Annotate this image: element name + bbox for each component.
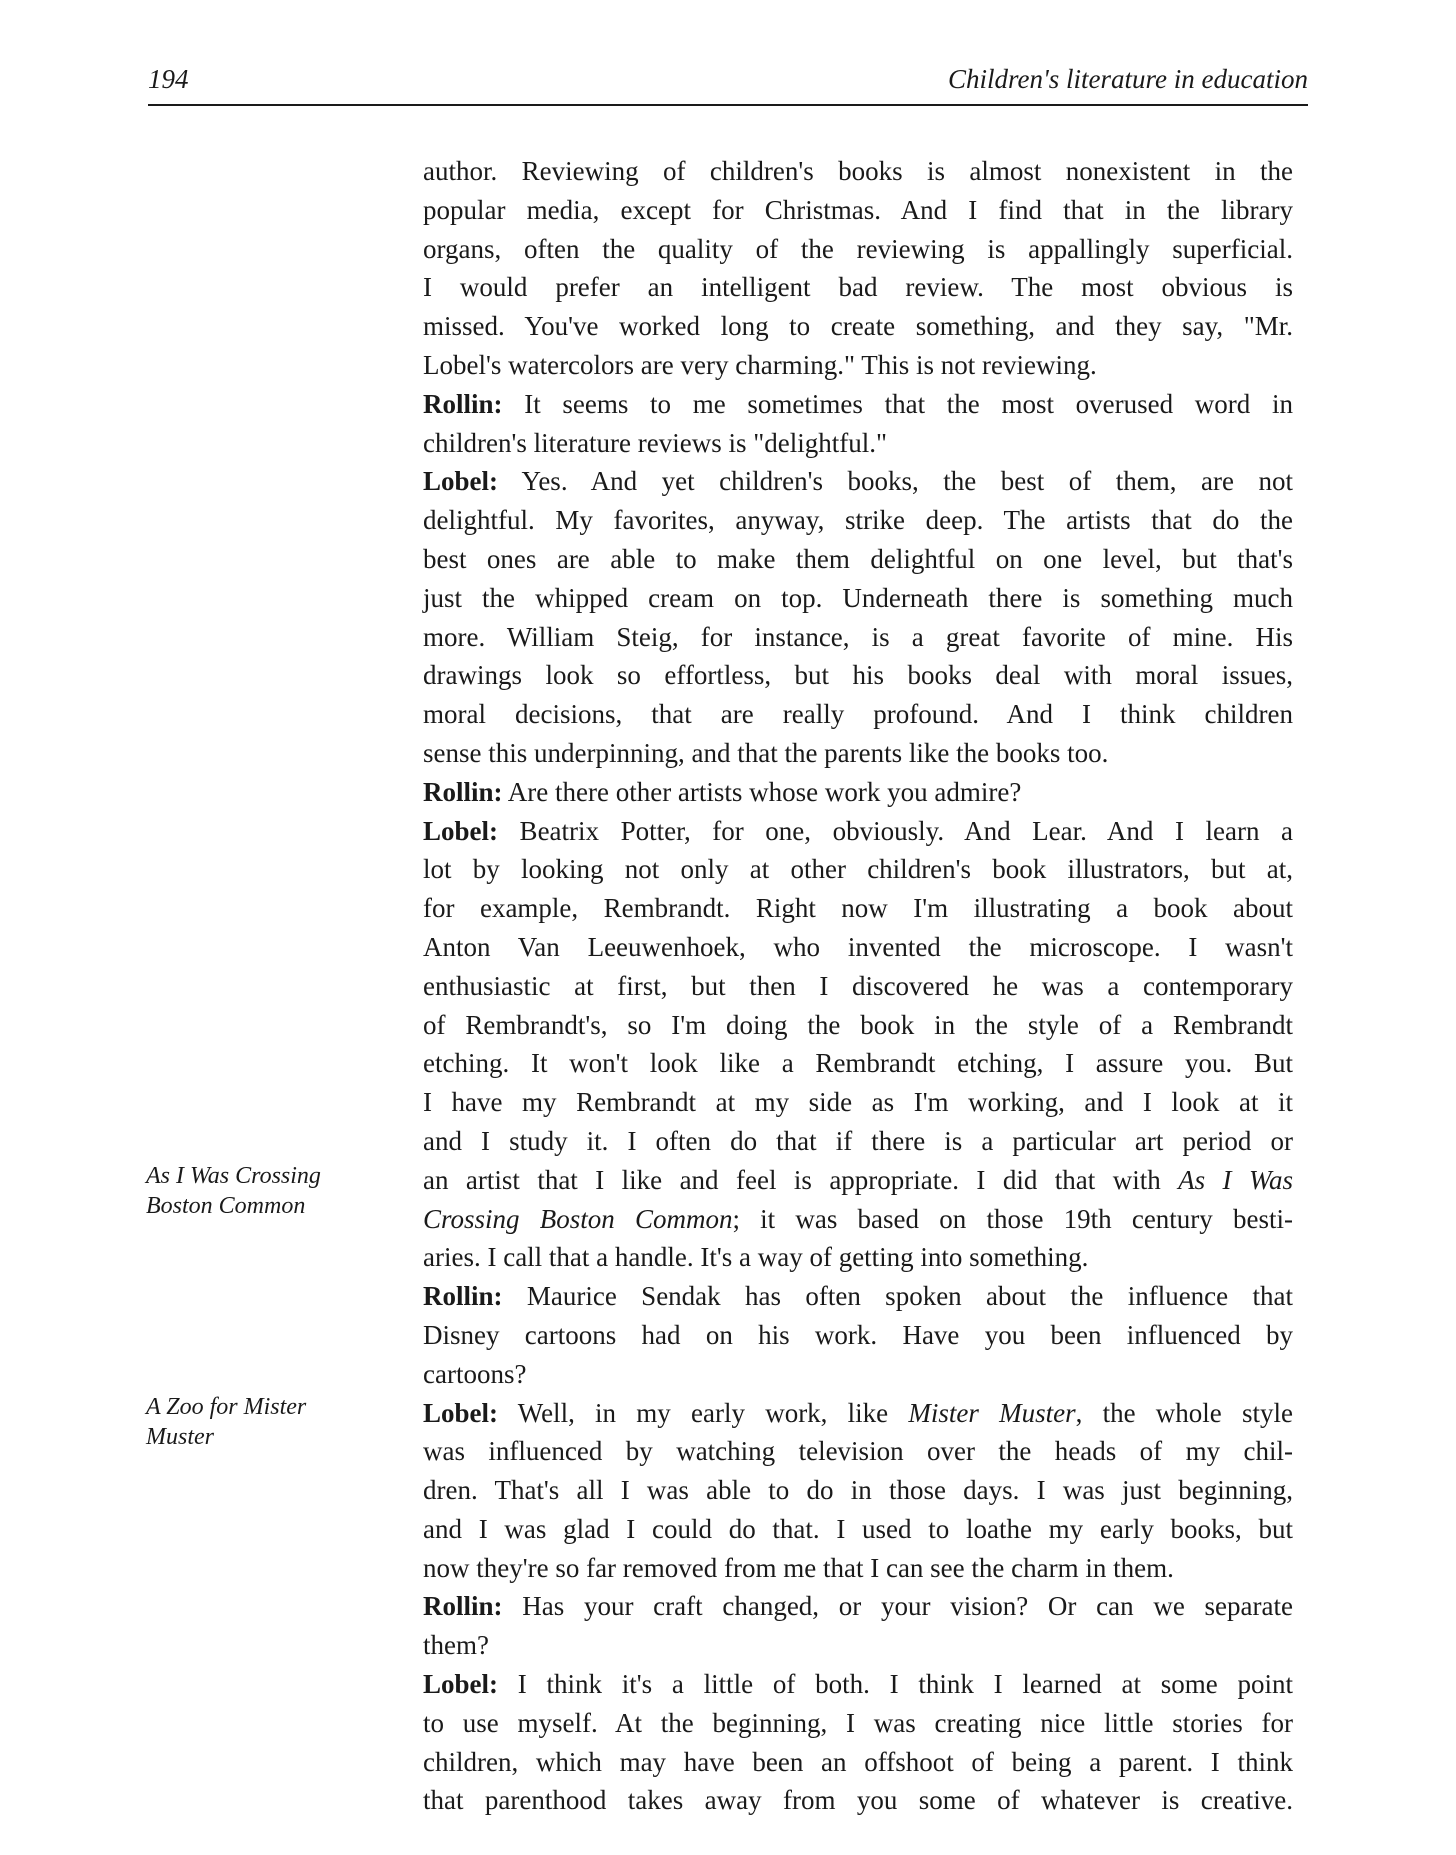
text-line: Anton Van Leeuwenhoek, who invented the microscope. I wasn't <box>423 931 1293 962</box>
text-line: missed. You've worked long to create something, and they say, "Mr. <box>423 311 1293 342</box>
text-span: Well, in my early work, like <box>498 1397 909 1428</box>
text-line: enthusiastic at first, but then I discovered he was a contemporary <box>423 970 1293 1001</box>
text-line: children's literature reviews is "delightful." <box>423 427 888 458</box>
text-line: popular media, except for Christmas. And I find that in the library <box>423 194 1293 225</box>
speaker-lobel: Lobel: <box>423 1397 499 1428</box>
text-line: dren. That's all I was able to do in those days. I was just beginning, <box>423 1475 1293 1506</box>
text-line <box>423 1665 1293 1704</box>
text-line: cartoons? <box>423 1358 527 1389</box>
text-line <box>423 1200 1293 1239</box>
text-line: I have my Rembrandt at my side as I'm working, and I look at it <box>423 1087 1293 1118</box>
speaker-rollin: Rollin: <box>423 1281 503 1312</box>
page-header <box>148 58 1308 106</box>
margin-note-mister-muster <box>146 1392 376 1452</box>
text-span: Yes. And yet children's books, the best of them, are not <box>498 466 1293 497</box>
text-line: aries. I call that a handle. It's a way of getting into something. <box>423 1242 1089 1273</box>
margin-note-line: Muster <box>146 1424 214 1450</box>
text-line: best ones are able to make them delightful on one level, but that's <box>423 543 1293 574</box>
text-span: It seems to me sometimes that the most overused word in <box>502 388 1293 419</box>
text-line: drawings look so effortless, but his books deal with moral issues, <box>423 660 1293 691</box>
text-line: and I was glad I could do that. I used to loathe my early books, but <box>423 1513 1293 1544</box>
paragraph-rollin <box>423 1587 1293 1665</box>
paragraph-rollin <box>423 385 1293 463</box>
text-line: etching. It won't look like a Rembrandt etching, I assure you. But <box>423 1048 1293 1079</box>
text-span: Beatrix Potter, for one, obviously. And Lear. And I learn a <box>498 815 1293 846</box>
text-line <box>423 1277 1293 1316</box>
paragraph-lobel <box>423 462 1293 772</box>
text-line: that parenthood takes away from you some of whatever is creative. <box>423 1785 1293 1816</box>
paragraph <box>423 152 1293 385</box>
text-line: of Rembrandt's, so I'm doing the book in the style of a Rembrandt <box>423 1009 1293 1040</box>
text-line: delightful. My favorites, anyway, strike deep. The artists that do the <box>423 505 1293 536</box>
speaker-lobel: Lobel: <box>423 1669 499 1700</box>
text-line <box>423 812 1293 851</box>
text-span: ; it was based on those 19th century besti- <box>732 1203 1293 1234</box>
text-span: I think it's a little of both. I think I learned at some point <box>498 1669 1293 1700</box>
running-head: Children's literature in education <box>948 64 1308 94</box>
paragraph-lobel <box>423 812 1293 1278</box>
text-line: children, which may have been an offshoot of being a parent. I think <box>423 1746 1293 1777</box>
text-line: them? <box>423 1630 489 1661</box>
book-title: Mister Muster <box>908 1397 1076 1428</box>
text-line <box>423 773 1293 812</box>
text-span: , the whole style <box>1075 1397 1294 1428</box>
interview-body <box>423 152 1293 1820</box>
speaker-lobel: Lobel: <box>423 466 499 497</box>
margin-note-line: As I Was Crossing <box>146 1163 321 1189</box>
book-title: Crossing Boston Common <box>423 1203 733 1234</box>
text-span: Maurice Sendak has often spoken about the influence that <box>502 1281 1293 1312</box>
book-title: As I Was <box>1178 1164 1293 1195</box>
text-line: Lobel's watercolors are very charming." This is not reviewing. <box>423 349 1097 380</box>
text-span: an artist that I like and feel is appropriate. I did that with <box>423 1164 1179 1195</box>
text-span: Has your craft changed, or your vision? Or can we separate <box>502 1591 1293 1622</box>
speaker-rollin: Rollin: <box>423 776 503 807</box>
text-line: I would prefer an intelligent bad review. The most obvious is <box>423 272 1293 303</box>
paragraph-lobel <box>423 1394 1293 1588</box>
text-line: to use myself. At the beginning, I was creating nice little stories for <box>423 1707 1293 1738</box>
text-line: more. William Steig, for instance, is a great favorite of mine. His <box>423 621 1293 652</box>
text-line: was influenced by watching television over the heads of my chil- <box>423 1436 1293 1467</box>
text-line: lot by looking not only at other children's book illustrators, but at, <box>423 854 1293 885</box>
paragraph-rollin <box>423 773 1293 812</box>
paragraph-lobel <box>423 1665 1293 1820</box>
margin-note-line: Boston Common <box>146 1193 306 1219</box>
text-line: moral decisions, that are really profound. And I think children <box>423 699 1293 730</box>
speaker-lobel: Lobel: <box>423 815 499 846</box>
text-line: for example, Rembrandt. Right now I'm illustrating a book about <box>423 893 1293 924</box>
speaker-rollin: Rollin: <box>423 1591 503 1622</box>
text-line <box>423 1587 1293 1626</box>
text-line <box>423 1394 1293 1433</box>
text-line <box>423 462 1293 501</box>
paragraph-rollin <box>423 1277 1293 1393</box>
speaker-rollin: Rollin: <box>423 388 503 419</box>
margin-note-line: A Zoo for Mister <box>146 1394 307 1420</box>
margin-note-boston-common <box>146 1161 376 1221</box>
text-line: Disney cartoons had on his work. Have you been influenced by <box>423 1319 1293 1350</box>
page-number: 194 <box>148 64 189 94</box>
text-span: Are there other artists whose work you admire? <box>502 776 1022 807</box>
text-line <box>423 1161 1293 1200</box>
text-line: sense this underpinning, and that the parents like the books too. <box>423 737 1109 768</box>
text-line: author. Reviewing of children's books is almost nonexistent in the <box>423 156 1293 186</box>
text-line <box>423 385 1293 424</box>
text-line: now they're so far removed from me that I can see the charm in them. <box>423 1552 1174 1583</box>
text-line: and I study it. I often do that if there is a particular art period or <box>423 1125 1293 1156</box>
text-line: just the whipped cream on top. Underneath there is something much <box>423 582 1293 613</box>
text-line: organs, often the quality of the reviewing is appallingly superficial. <box>423 233 1293 264</box>
